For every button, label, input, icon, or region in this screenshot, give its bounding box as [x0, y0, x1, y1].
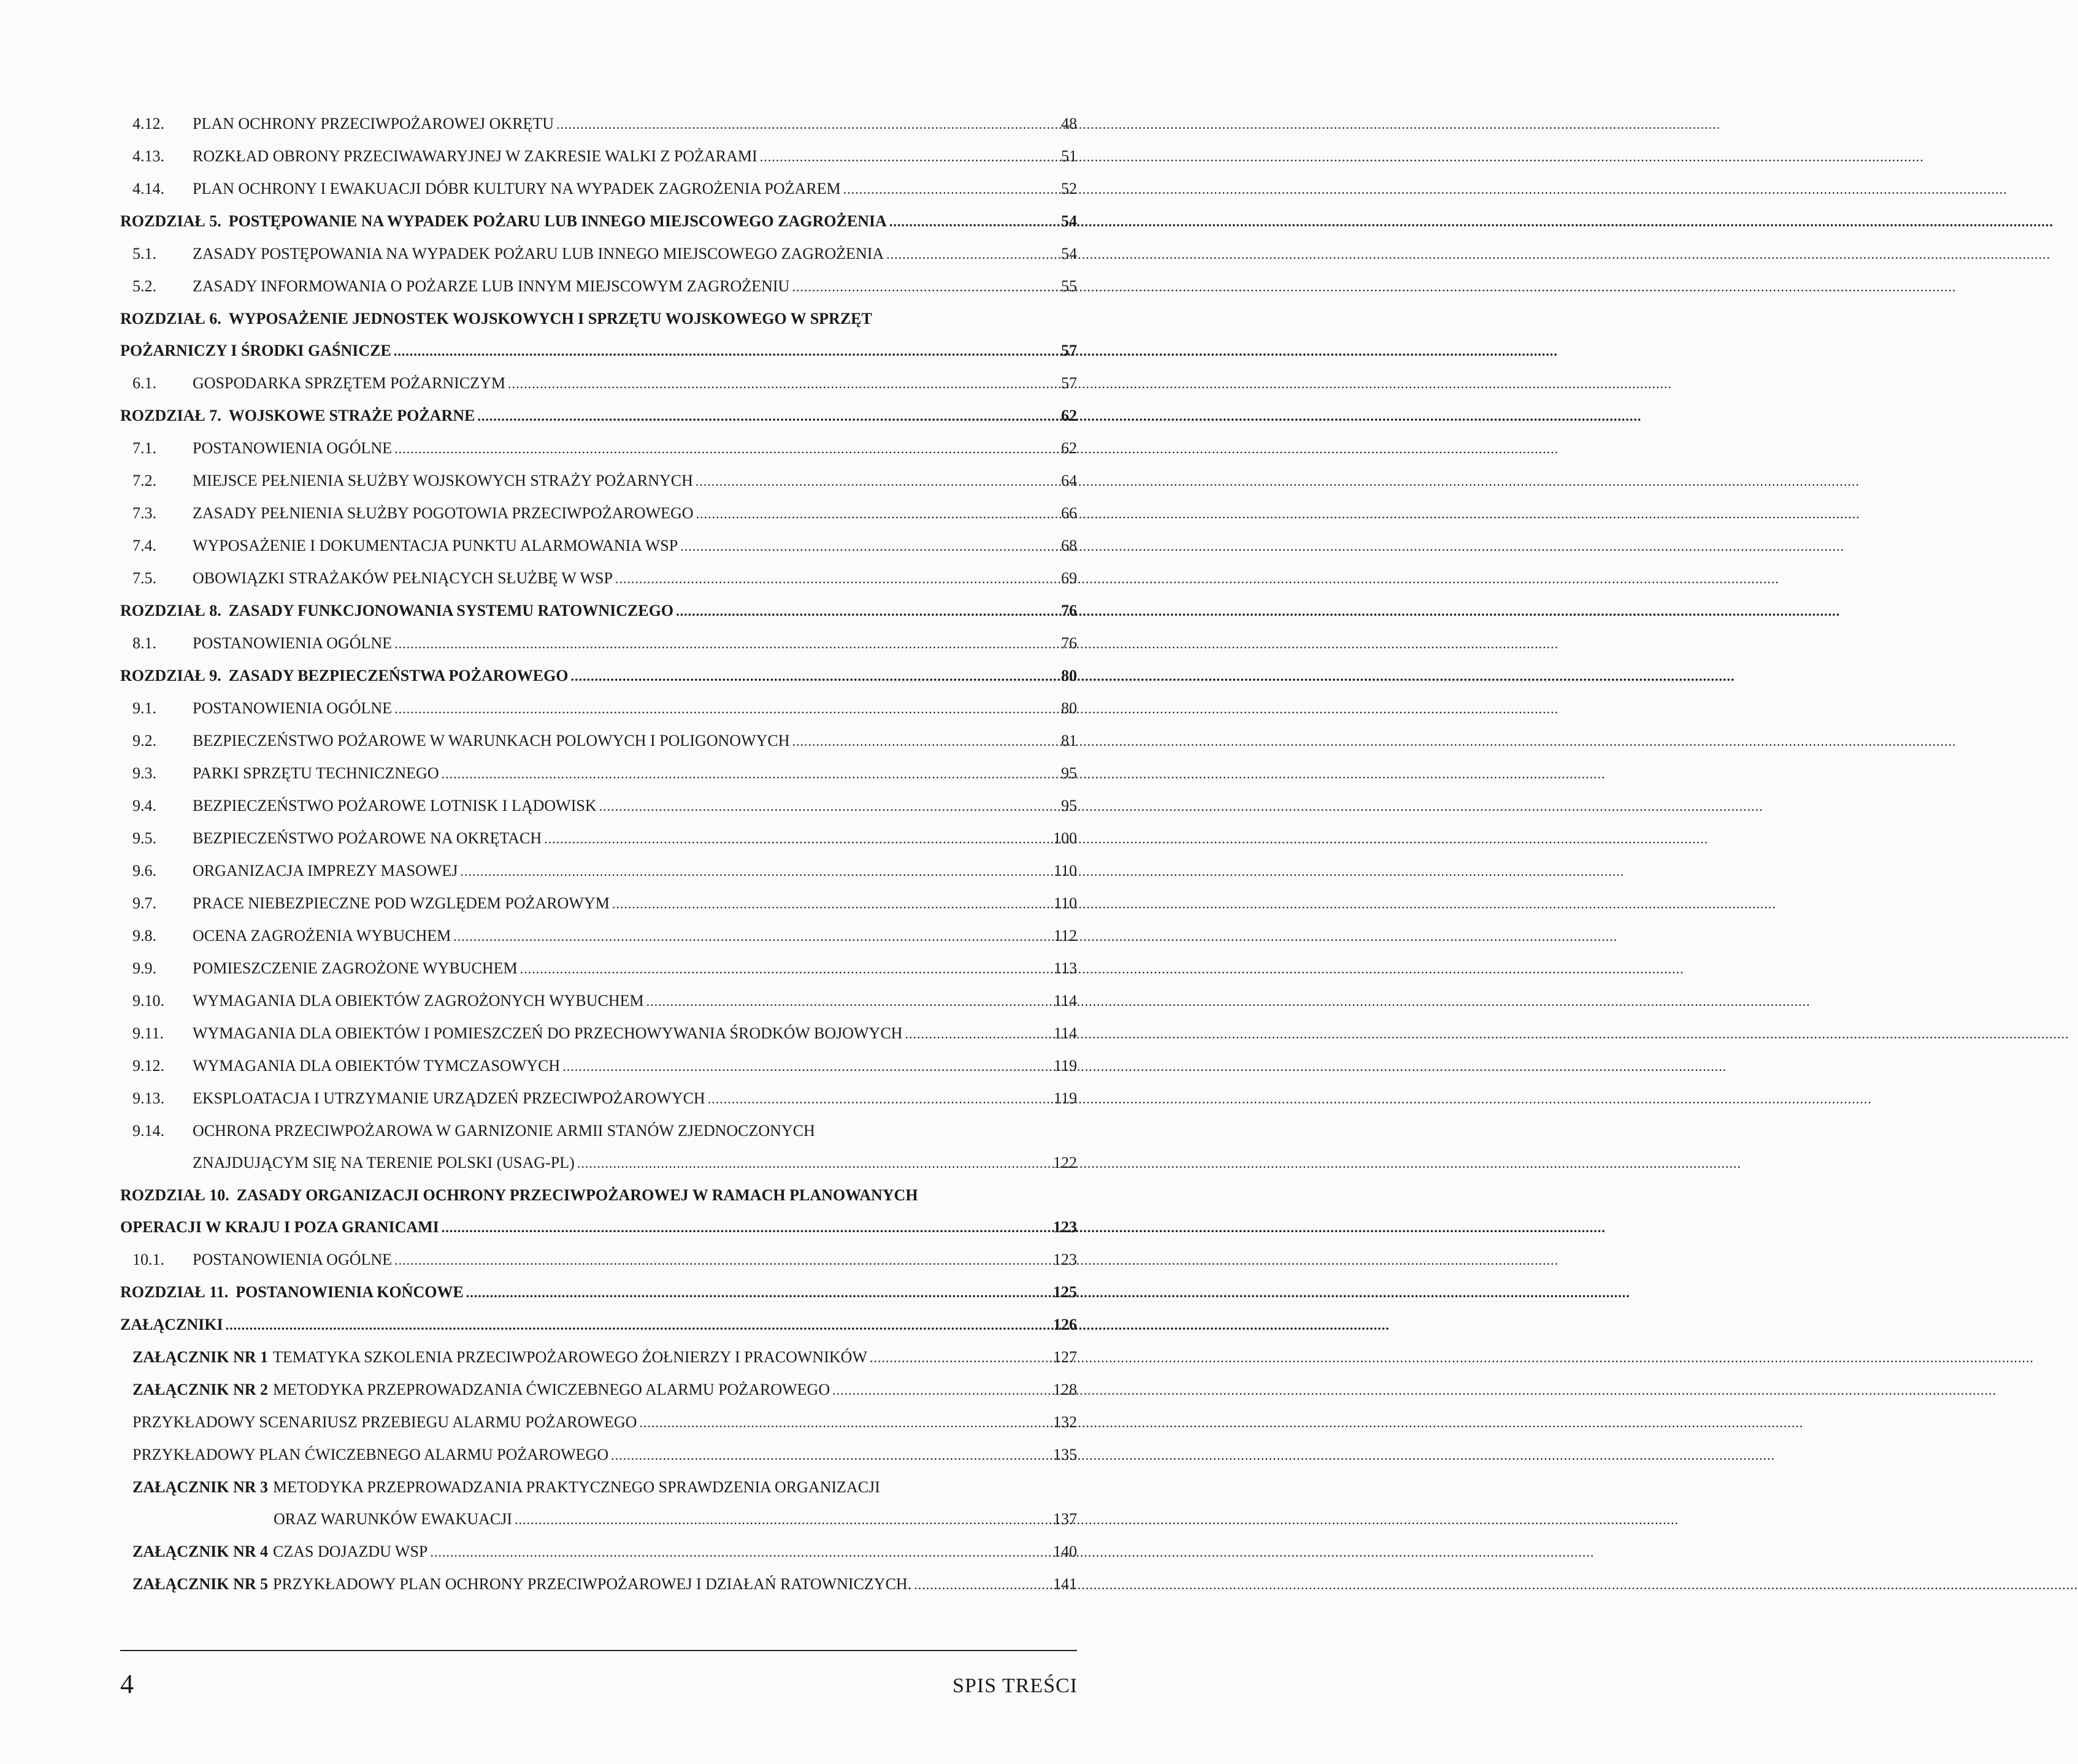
- toc-entry[interactable]: [120, 1018, 1077, 1050]
- toc-entry-page: 127: [1053, 1348, 1077, 1366]
- toc-entry-number: 6.1.: [132, 374, 156, 392]
- toc-entry-page: 141: [1053, 1575, 1077, 1593]
- toc-entry-number: 10.1.: [132, 1251, 164, 1268]
- toc-entry-number: 7.5.: [132, 569, 156, 587]
- toc-dot-leader: [442, 1212, 1051, 1244]
- toc-dot-leader: [394, 336, 1056, 367]
- toc-entry-appendix-label: ZAŁĄCZNIK NR 3: [132, 1478, 269, 1496]
- toc-entry[interactable]: [120, 1374, 1077, 1406]
- toc-entry-page: 95: [1061, 764, 1077, 782]
- toc-entry-title: PRZYKŁADOWY SCENARIUSZ PRZEBIEGU ALARMU POŻAROWEGO: [132, 1413, 637, 1431]
- toc-dot-leader: [914, 1569, 1051, 1601]
- toc-entry-title: POŻARNICZY I ŚRODKI GAŚNICZE: [120, 342, 391, 359]
- toc-entry-title: METODYKA PRZEPROWADZANIA ĆWICZEBNEGO ALARMU POŻAROWEGO: [273, 1381, 830, 1398]
- toc-entry-page: 54: [1061, 212, 1077, 230]
- toc-entry-title: OCENA ZAGROŻENIA WYBUCHEM: [193, 927, 451, 945]
- toc-dot-leader: [680, 531, 1056, 562]
- toc-entry-page: 100: [1053, 829, 1077, 847]
- toc-dot-leader: [520, 953, 1051, 985]
- toc-dot-leader: [453, 921, 1051, 953]
- toc-entry-appendix-label: ZAŁĄCZNIK NR 4: [132, 1543, 269, 1560]
- toc-dot-leader: [611, 1440, 1051, 1471]
- toc-entry[interactable]: [120, 985, 1077, 1018]
- toc-entry-title: ZAŁĄCZNIKI: [120, 1316, 223, 1333]
- toc-entry-title: WYPOSAŻENIE I DOKUMENTACJA PUNKTU ALARMOWANIA WSP: [193, 537, 678, 554]
- toc-entry-title: BEZPIECZEŃSTWO POŻAROWE W WARUNKACH POLOWYCH I POLIGONOWYCH: [193, 732, 790, 750]
- footer-divider: [120, 1650, 1077, 1651]
- toc-entry[interactable]: [120, 1439, 1077, 1471]
- toc-entry-page: 113: [1053, 959, 1077, 977]
- toc-entry-page: 66: [1061, 504, 1077, 522]
- toc-entry[interactable]: [120, 400, 1077, 432]
- toc-dot-leader: [571, 661, 1056, 692]
- toc-entry[interactable]: [120, 465, 1077, 497]
- toc-entry[interactable]: [120, 562, 1077, 595]
- toc-entry[interactable]: [120, 920, 1077, 953]
- toc-entry[interactable]: [120, 1050, 1077, 1083]
- toc-entry-page: 123: [1053, 1218, 1077, 1236]
- toc-entry[interactable]: [120, 303, 1077, 335]
- toc-entry-page: 81: [1061, 732, 1077, 750]
- toc-entry[interactable]: [120, 855, 1077, 888]
- toc-entry-page: 119: [1053, 1089, 1077, 1107]
- toc-dot-leader: [562, 1051, 1051, 1083]
- toc-entry-number: 9.14.: [132, 1122, 164, 1140]
- toc-dot-leader: [889, 206, 1056, 238]
- toc-entry[interactable]: [120, 888, 1077, 920]
- toc-dot-leader: [870, 1342, 1051, 1374]
- toc-entry-page: 64: [1061, 472, 1077, 489]
- toc-entry-number: ROZDZIAŁ 10.: [120, 1186, 229, 1204]
- toc-entry-title: WYMAGANIA DLA OBIEKTÓW ZAGROŻONYCH WYBUCHEM: [193, 992, 644, 1010]
- toc-entry-number: 9.11.: [132, 1024, 164, 1042]
- toc-entry-title: ORGANIZACJA IMPREZY MASOWEJ: [193, 862, 458, 880]
- toc-entry[interactable]: [120, 205, 1077, 238]
- toc-entry-number: 8.1.: [132, 634, 156, 652]
- toc-entry-page: 54: [1061, 245, 1077, 263]
- toc-entry-page: 132: [1053, 1413, 1077, 1431]
- toc-dot-leader: [760, 141, 1056, 173]
- toc-entry-title: PLAN OCHRONY PRZECIWPOŻAROWEJ OKRĘTU: [193, 115, 554, 132]
- toc-dot-leader: [886, 239, 1056, 270]
- toc-entry-number: ROZDZIAŁ 9.: [120, 667, 221, 685]
- toc-entry-title: PRACE NIEBEZPIECZNE POD WZGLĘDEM POŻAROWYM: [193, 894, 610, 912]
- toc-entry-page: 122: [1053, 1154, 1077, 1172]
- toc-entry-page: 62: [1061, 407, 1077, 424]
- toc-entry-page: 55: [1061, 277, 1077, 295]
- toc-entry[interactable]: [120, 790, 1077, 823]
- toc-entry-number: 9.12.: [132, 1057, 164, 1075]
- toc-entry-page: 112: [1053, 927, 1077, 945]
- toc-entry-number: 9.10.: [132, 992, 164, 1010]
- toc-entry[interactable]: [120, 1471, 1077, 1503]
- toc-entry[interactable]: [120, 270, 1077, 303]
- toc-dot-leader: [544, 823, 1051, 855]
- toc-dot-leader: [615, 563, 1056, 595]
- toc-dot-leader: [646, 986, 1051, 1018]
- toc-entry[interactable]: [120, 1309, 1077, 1341]
- toc-entry[interactable]: [120, 497, 1077, 530]
- toc-entry-title: GOSPODARKA SPRZĘTEM POŻARNICZYM: [193, 374, 505, 392]
- toc-entry-title: POSTANOWIENIA OGÓLNE: [193, 1251, 393, 1268]
- toc-entry[interactable]: [120, 140, 1077, 173]
- toc-entry[interactable]: [120, 1083, 1077, 1115]
- toc-entry-title: BEZPIECZEŃSTWO POŻAROWE NA OKRĘTACH: [193, 829, 542, 847]
- toc-entry-title: POSTANOWIENIA OGÓLNE: [193, 439, 393, 457]
- toc-dot-leader: [832, 1375, 1051, 1406]
- toc-entry[interactable]: [120, 1406, 1077, 1439]
- toc-entry-title: PRZYKŁADOWY PLAN ĆWICZEBNEGO ALARMU POŻAROWEGO: [132, 1446, 609, 1463]
- toc-entry-appendix-label: ZAŁĄCZNIK NR 5: [132, 1575, 269, 1593]
- toc-entry-title: POMIESZCZENIE ZAGROŻONE WYBUCHEM: [193, 959, 518, 977]
- toc-entry-page: 80: [1061, 667, 1077, 685]
- toc-entry[interactable]: [120, 335, 1077, 367]
- toc-entry-number: 7.1.: [132, 439, 156, 457]
- toc-entry-number: 9.6.: [132, 862, 156, 880]
- toc-dot-leader: [676, 596, 1056, 627]
- toc-entry-title: WYMAGANIA DLA OBIEKTÓW TYMCZASOWYCH: [193, 1057, 561, 1075]
- toc-entry-number: ROZDZIAŁ 11.: [120, 1283, 229, 1301]
- toc-entry-page: 80: [1061, 699, 1077, 717]
- toc-entry-title: ZASADY FUNKCJONOWANIA SYSTEMU RATOWNICZEGO: [228, 602, 674, 619]
- toc-entry-title: ZASADY BEZPIECZEŃSTWA POŻAROWEGO: [228, 667, 569, 685]
- toc-entry[interactable]: [120, 627, 1077, 660]
- toc-dot-leader: [792, 271, 1056, 303]
- toc-entry[interactable]: [120, 1244, 1077, 1276]
- toc-entry-title: METODYKA PRZEPROWADZANIA PRAKTYCZNEGO SPRAWDZENIA ORGANIZACJI: [273, 1478, 880, 1496]
- toc-entry-page: 125: [1053, 1283, 1077, 1301]
- toc-dot-leader: [394, 693, 1056, 725]
- toc-entry-title: ZNAJDUJĄCYM SIĘ NA TERENIE POLSKI (USAG-PL): [193, 1154, 575, 1172]
- toc-entry-number: ROZDZIAŁ 7.: [120, 407, 221, 424]
- toc-entry-number: 9.4.: [132, 797, 156, 815]
- toc-entry-page: 114: [1053, 1024, 1077, 1042]
- toc-entry[interactable]: [120, 1147, 1077, 1179]
- toc-entry-title: WOJSKOWE STRAŻE POŻARNE: [228, 407, 475, 424]
- toc-entry-page: 76: [1061, 602, 1077, 619]
- toc-entry[interactable]: [120, 1211, 1077, 1244]
- toc-entry-number: 9.8.: [132, 927, 156, 945]
- toc-entry-page: 62: [1061, 439, 1077, 457]
- toc-entry-page: 140: [1053, 1543, 1077, 1560]
- toc-dot-leader: [466, 1277, 1051, 1309]
- toc-entry[interactable]: [120, 757, 1077, 790]
- toc-dot-leader: [442, 758, 1056, 790]
- toc-entry-title: OCHRONA PRZECIWPOŻAROWA W GARNIZONIE ARMII STANÓW ZJEDNOCZONYCH: [193, 1122, 815, 1140]
- toc-entry-page: 123: [1053, 1251, 1077, 1268]
- toc-entry-title: POSTANOWIENIA OGÓLNE: [193, 634, 393, 652]
- toc-dot-leader: [394, 433, 1056, 465]
- toc-entry-appendix-label: ZAŁĄCZNIK NR 1: [132, 1348, 269, 1366]
- toc-entry-page: 135: [1053, 1446, 1077, 1463]
- toc-entry-page: 48: [1061, 115, 1077, 132]
- toc-entry-page: 52: [1061, 180, 1077, 197]
- table-of-contents: [120, 108, 1077, 1601]
- toc-entry-title: POSTANOWIENIA KOŃCOWE: [236, 1283, 464, 1301]
- page-number: 4: [120, 1669, 134, 1699]
- toc-entry[interactable]: [120, 1341, 1077, 1374]
- toc-entry-number: ROZDZIAŁ 6.: [120, 310, 221, 328]
- toc-entry[interactable]: [120, 1503, 1077, 1536]
- toc-entry-appendix-label: ZAŁĄCZNIK NR 2: [132, 1381, 269, 1398]
- toc-entry-number: ROZDZIAŁ 8.: [120, 602, 221, 619]
- toc-entry-page: 114: [1053, 992, 1077, 1010]
- toc-entry[interactable]: [120, 692, 1077, 725]
- toc-entry-page: 51: [1061, 147, 1077, 165]
- toc-entry[interactable]: [120, 1536, 1077, 1568]
- toc-entry[interactable]: [120, 595, 1077, 627]
- toc-entry-number: 4.12.: [132, 115, 164, 132]
- toc-entry[interactable]: [120, 1568, 1077, 1601]
- toc-entry[interactable]: [120, 238, 1077, 270]
- toc-entry-number: 7.2.: [132, 472, 156, 489]
- toc-entry-number: 7.3.: [132, 504, 156, 522]
- toc-entry-page: 69: [1061, 569, 1077, 587]
- toc-entry-page: 126: [1053, 1316, 1077, 1333]
- toc-entry-title: ZASADY ORGANIZACJI OCHRONY PRZECIWPOŻAROWEJ W RAMACH PLANOWANYCH: [236, 1186, 918, 1204]
- toc-entry-title: WYPOSAŻENIE JEDNOSTEK WOJSKOWYCH I SPRZĘTU WOJSKOWEGO W SPRZĘT: [228, 310, 872, 328]
- toc-dot-leader: [843, 174, 1056, 205]
- toc-entry-number: 5.1.: [132, 245, 156, 263]
- toc-entry-title: PARKI SPRZĘTU TECHNICZNEGO: [193, 764, 439, 782]
- toc-entry-title: TEMATYKA SZKOLENIA PRZECIWPOŻAROWEGO ŻOŁNIERZY I PRACOWNIKÓW: [273, 1348, 867, 1366]
- toc-dot-leader: [515, 1504, 1051, 1536]
- toc-entry[interactable]: [120, 1115, 1077, 1147]
- toc-entry-title: ZASADY POSTĘPOWANIA NA WYPADEK POŻARU LUB INNEGO MIEJSCOWEGO ZAGROŻENIA: [193, 245, 884, 263]
- toc-entry-title: ORAZ WARUNKÓW EWAKUACJI: [274, 1510, 513, 1528]
- toc-entry-number: 9.3.: [132, 764, 156, 782]
- toc-entry-number: 9.9.: [132, 959, 156, 977]
- toc-entry-title: EKSPLOATACJA I UTRZYMANIE URZĄDZEŃ PRZECIWPOŻAROWYCH: [193, 1089, 705, 1107]
- toc-dot-leader: [696, 466, 1056, 497]
- toc-dot-leader: [477, 401, 1056, 432]
- toc-dot-leader: [577, 1148, 1051, 1179]
- toc-entry-page: 137: [1053, 1510, 1077, 1528]
- toc-dot-leader: [696, 498, 1056, 530]
- toc-dot-leader: [612, 888, 1051, 920]
- toc-entry-number: 9.5.: [132, 829, 156, 847]
- toc-dot-leader: [226, 1310, 1051, 1341]
- toc-dot-leader: [430, 1536, 1051, 1568]
- toc-dot-leader: [556, 109, 1056, 140]
- toc-entry-page: 68: [1061, 537, 1077, 554]
- toc-entry-title: PLAN OCHRONY I EWAKUACJI DÓBR KULTURY NA WYPADEK ZAGROŻENIA POŻAREM: [193, 180, 841, 197]
- toc-entry-title: MIEJSCE PEŁNIENIA SŁUŻBY WOJSKOWYCH STRAŻY POŻARNYCH: [193, 472, 693, 489]
- toc-entry-page: 119: [1053, 1057, 1077, 1075]
- toc-entry-number: 7.4.: [132, 537, 156, 554]
- toc-dot-leader: [792, 726, 1056, 757]
- toc-entry[interactable]: [120, 432, 1077, 465]
- toc-entry[interactable]: [120, 725, 1077, 757]
- toc-entry-title: CZAS DOJAZDU WSP: [273, 1543, 428, 1560]
- toc-dot-leader: [460, 856, 1051, 888]
- toc-entry-title: ROZKŁAD OBRONY PRZECIWAWARYJNEJ W ZAKRESIE WALKI Z POŻARAMI: [193, 147, 757, 165]
- toc-entry-title: OPERACJI W KRAJU I POZA GRANICAMI: [120, 1218, 439, 1236]
- toc-entry-title: POSTANOWIENIA OGÓLNE: [193, 699, 393, 717]
- toc-entry[interactable]: [120, 108, 1077, 140]
- toc-entry[interactable]: [120, 1276, 1077, 1309]
- toc-entry[interactable]: [120, 173, 1077, 205]
- toc-entry-title: PRZYKŁADOWY PLAN OCHRONY PRZECIWPOŻAROWEJ I DZIAŁAŃ RATOWNICZYCH.: [273, 1575, 912, 1593]
- toc-entry-page: 110: [1053, 862, 1077, 880]
- toc-dot-leader: [508, 368, 1056, 400]
- toc-entry-page: 57: [1061, 342, 1077, 359]
- toc-dot-leader: [394, 1244, 1051, 1276]
- toc-entry[interactable]: [120, 823, 1077, 855]
- toc-entry-page: 95: [1061, 797, 1077, 815]
- toc-entry-page: 128: [1053, 1381, 1077, 1398]
- toc-entry-number: 9.13.: [132, 1089, 164, 1107]
- toc-entry[interactable]: [120, 1179, 1077, 1211]
- toc-entry[interactable]: [120, 530, 1077, 562]
- toc-dot-leader: [394, 628, 1056, 660]
- toc-entry-title: ZASADY PEŁNIENIA SŁUŻBY POGOTOWIA PRZECIWPOŻAROWEGO: [193, 504, 694, 522]
- toc-entry-number: 4.13.: [132, 147, 164, 165]
- toc-entry-page: 110: [1053, 894, 1077, 912]
- toc-entry-number: 9.2.: [132, 732, 156, 750]
- toc-entry-number: 9.1.: [132, 699, 156, 717]
- toc-entry-title: ZASADY INFORMOWANIA O POŻARZE LUB INNYM MIEJSCOWYM ZAGROŻENIU: [193, 277, 790, 295]
- toc-entry[interactable]: [120, 660, 1077, 692]
- toc-entry-number: 4.14.: [132, 180, 164, 197]
- toc-entry-page: 57: [1061, 374, 1077, 392]
- toc-entry-page: 76: [1061, 634, 1077, 652]
- toc-entry-number: 9.7.: [132, 894, 156, 912]
- running-title: SPIS TREŚCI: [952, 1674, 1078, 1697]
- toc-entry-title: POSTĘPOWANIE NA WYPADEK POŻARU LUB INNEGO MIEJSCOWEGO ZAGROŻENIA: [228, 212, 887, 230]
- toc-dot-leader: [599, 791, 1056, 823]
- toc-entry-number: ROZDZIAŁ 5.: [120, 212, 221, 230]
- toc-dot-leader: [639, 1407, 1051, 1439]
- toc-dot-leader: [905, 1018, 1051, 1050]
- toc-dot-leader: [708, 1083, 1051, 1115]
- toc-entry[interactable]: [120, 367, 1077, 400]
- toc-entry-title: OBOWIĄZKI STRAŻAKÓW PEŁNIĄCYCH SŁUŻBĘ W WSP: [193, 569, 613, 587]
- toc-entry-title: WYMAGANIA DLA OBIEKTÓW I POMIESZCZEŃ DO PRZECHOWYWANIA ŚRODKÓW BOJOWYCH: [193, 1024, 903, 1042]
- toc-entry[interactable]: [120, 953, 1077, 985]
- toc-entry-title: BEZPIECZEŃSTWO POŻAROWE LOTNISK I LĄDOWISK: [193, 797, 597, 815]
- toc-entry-number: 5.2.: [132, 277, 156, 295]
